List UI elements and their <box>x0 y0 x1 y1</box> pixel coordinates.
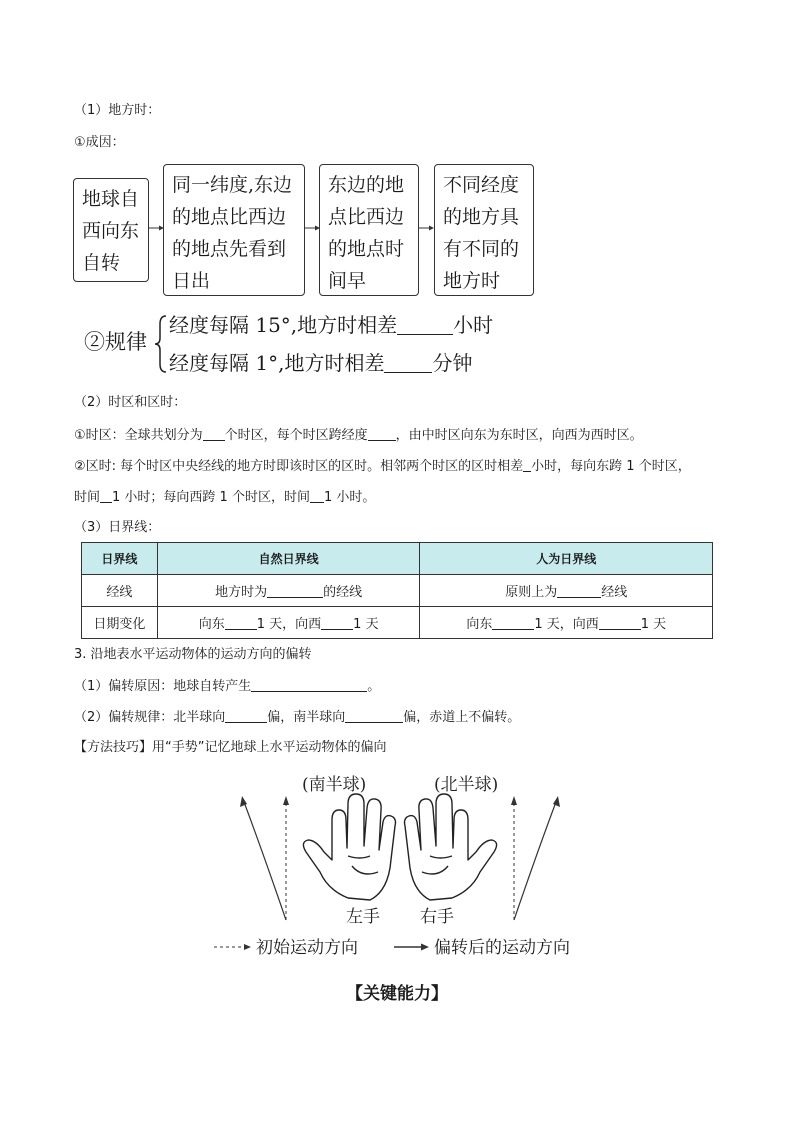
rule-line-2-text: 经度每隔 1°,地方时相差 <box>169 351 385 375</box>
header-natural: 自然日界线 <box>157 543 420 575</box>
method-tip: 【方法技巧】用“手势”记忆地球上水平运动物体的偏向 <box>74 740 387 755</box>
cell-artificial-meridian <box>420 575 713 607</box>
rule-text-c: 偏，赤道上不偏转。 <box>403 710 521 725</box>
legend-initial: 初始运动方向 <box>256 938 358 958</box>
blank-south[interactable] <box>345 708 403 723</box>
zt-text-b: 小时，每向东跨 1 个时区， <box>531 459 691 474</box>
tz-text-a: ①时区：全球共划分为 <box>74 428 203 443</box>
blank-natural-time[interactable] <box>267 583 323 598</box>
left-hand-icon <box>303 794 395 900</box>
rule-line-2-unit: 分钟 <box>432 351 473 375</box>
row-label-date-change: 日期变化 <box>82 607 158 639</box>
reason-end: 。 <box>367 679 381 694</box>
rule-text-a: （2）偏转规律：北半球向 <box>74 710 226 725</box>
section2-heading: （2）时区和区时： <box>74 395 187 410</box>
blank-natural-west[interactable] <box>321 615 353 630</box>
cell-text: 地方时为 <box>215 585 268 600</box>
blank-north[interactable] <box>225 708 267 723</box>
flow-box-2: 同一纬度,东边的地点比西边的地点先看到日出 <box>163 164 305 296</box>
rule-text-b: 偏，南半球向 <box>267 710 346 725</box>
deflection-reason <box>74 677 380 696</box>
blank-west[interactable] <box>310 488 324 503</box>
header-dateline: 日界线 <box>82 543 158 575</box>
blank-artificial-meridian[interactable] <box>557 583 601 598</box>
blank-artificial-west[interactable] <box>599 615 641 630</box>
flow-box-4: 不同经度的地方具有不同的地方时 <box>434 164 534 296</box>
blank-artificial-east[interactable] <box>492 615 534 630</box>
blank-reason[interactable] <box>251 677 367 692</box>
left-arrows <box>240 796 289 920</box>
dateline-table <box>81 542 713 639</box>
solid-arrow-icon <box>394 941 430 953</box>
south-hemisphere-label: (南半球) <box>302 775 367 795</box>
blank-natural-east[interactable] <box>225 615 257 630</box>
rule-line-1-text: 经度每隔 15°,地方时相差 <box>169 313 398 337</box>
section1-heading: （1）地方时： <box>74 103 161 118</box>
header-artificial: 人为日界线 <box>420 543 713 575</box>
tz-text-c: ，由中时区向东为东时区，向西为西时区。 <box>395 428 643 443</box>
cell-text: 向东 <box>198 617 225 632</box>
flow-box-1: 地球自西向东自转 <box>73 178 149 282</box>
table-row <box>82 575 713 607</box>
tz-text-b: 个时区，每个时区跨经度 <box>224 428 368 443</box>
blank-zone-diff[interactable] <box>523 457 531 472</box>
key-ability-heading: 【关键能力】 <box>346 984 448 1004</box>
cell-text: 原则上为 <box>505 585 558 600</box>
rule-line-1-unit: 小时 <box>453 313 494 337</box>
flow-arrow-2 <box>305 222 320 234</box>
blank-minutes[interactable] <box>384 352 432 373</box>
flow-arrow-1 <box>149 222 164 234</box>
cell-text: 1 天，向西 <box>534 617 599 632</box>
cause-label: ①成因： <box>74 135 125 150</box>
blank-east[interactable] <box>100 488 112 503</box>
reason-text: （1）偏转原因：地球自转产生 <box>74 679 252 694</box>
cell-text: 1 天 <box>640 617 667 632</box>
blank-zone-count[interactable] <box>203 426 225 441</box>
zt-text-a: ②区时: 每个时区中央经线的地方时即该时区的区时。相邻两个时区的区时相差 <box>74 459 524 474</box>
table-row <box>82 607 713 639</box>
north-hemisphere-label: (北半球) <box>434 775 499 795</box>
row-label-meridian: 经线 <box>82 575 158 607</box>
cell-artificial-date <box>420 607 713 639</box>
section3-heading: （3）日界线： <box>74 520 161 535</box>
flow-box-3: 东边的地点比西边的地点时间早 <box>319 164 419 296</box>
dashed-arrow-icon <box>214 941 252 953</box>
cell-text: 向东 <box>466 617 493 632</box>
cell-text: 的经线 <box>323 585 363 600</box>
cell-natural-meridian <box>157 575 420 607</box>
zonetime-paragraph <box>74 457 691 476</box>
timezone-paragraph <box>74 426 643 445</box>
rule-line-2 <box>169 349 472 377</box>
cell-text: 1 天 <box>353 617 379 632</box>
cell-natural-date <box>157 607 420 639</box>
right-hand-icon <box>405 794 497 900</box>
blank-hours[interactable] <box>397 314 453 335</box>
rule-line-1 <box>169 311 493 339</box>
right-arrows <box>511 796 560 920</box>
left-hand-label: 左手 <box>346 907 380 927</box>
cell-text: 经线 <box>601 585 628 600</box>
right-hand-label: 右手 <box>420 907 454 927</box>
rule-label: ②规律 <box>84 330 147 354</box>
table-header-row <box>82 543 713 575</box>
flow-arrow-3 <box>419 222 434 234</box>
blank-zone-width[interactable] <box>368 426 396 441</box>
cell-text: 1 天，向西 <box>256 617 322 632</box>
zt-text-d: 1 小时；每向西跨 1 个时区，时间 <box>112 490 310 505</box>
legend-deflected: 偏转后的运动方向 <box>434 938 570 958</box>
part3-title: 3. 沿地表水平运动物体的运动方向的偏转 <box>74 647 312 662</box>
hand-gesture-figure <box>220 760 580 930</box>
brace-icon <box>154 314 168 374</box>
zt-text-e: 1 小时。 <box>323 490 376 505</box>
zt-text-c: 时间 <box>74 490 101 505</box>
zonetime-paragraph-cont <box>74 488 375 507</box>
deflection-rule <box>74 708 520 727</box>
